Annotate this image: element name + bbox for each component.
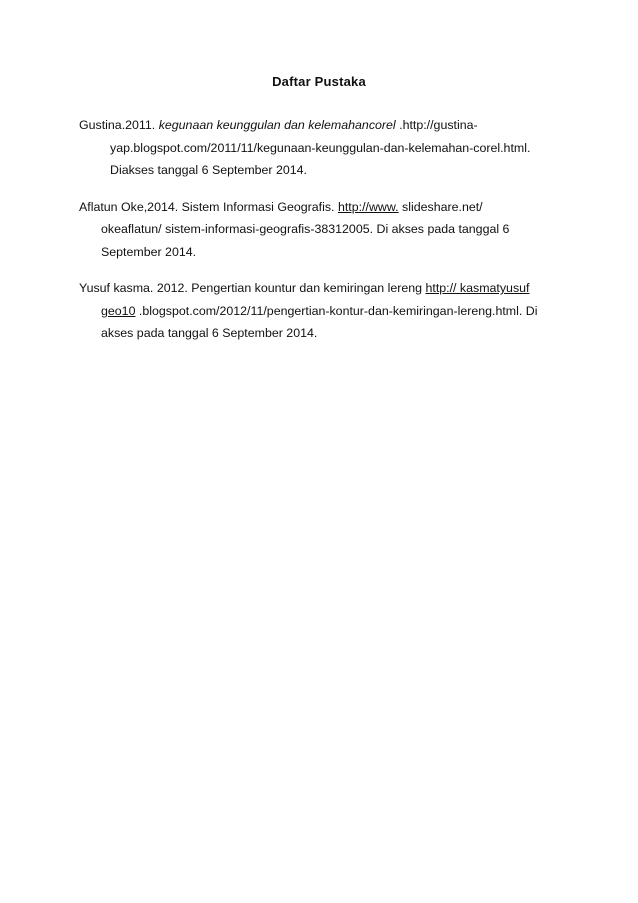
- page-title: Daftar Pustaka: [272, 74, 366, 89]
- reference-item-1: [79, 114, 564, 182]
- reference-author: Gustina.2011.: [79, 118, 156, 132]
- reference-item-2: [79, 196, 564, 264]
- reference-line: [79, 196, 564, 219]
- reference-text: Yusuf kasma. 2012. Pengertian kountur dan kemiringan lereng: [79, 281, 423, 295]
- reference-text: slideshare.net/: [402, 199, 483, 214]
- reference-title: kegunaan keunggulan dan kelemahancorel: [158, 118, 396, 132]
- reference-line: [79, 277, 564, 300]
- reference-link[interactable]: http:// kasmatyusuf: [425, 281, 530, 295]
- reference-link[interactable]: geo10: [101, 303, 136, 318]
- reference-line: [79, 114, 564, 137]
- reference-link[interactable]: http://www.: [337, 199, 399, 214]
- reference-text: Aflatun Oke,2014. Sistem Informasi Geografis.: [79, 199, 335, 214]
- reference-line: [79, 300, 564, 323]
- reference-item-3: [79, 277, 564, 345]
- reference-line: Diakses tanggal 6 September 2014.: [110, 163, 307, 177]
- reference-list: [79, 114, 564, 359]
- reference-line: yap.blogspot.com/2011/11/kegunaan-keunggulan-dan-kelemahan-corel.html.: [110, 140, 531, 155]
- reference-text: .blogspot.com/2012/11/pengertian-kontur-dan-kemiringan-lereng.html. Di: [135, 303, 538, 318]
- reference-line: September 2014.: [101, 244, 197, 259]
- reference-line: akses pada tanggal 6 September 2014.: [101, 326, 318, 340]
- reference-url: .http://gustina-: [399, 118, 478, 132]
- reference-line: okeaflatun/ sistem-informasi-geografis-38312005. Di akses pada tanggal 6: [101, 222, 510, 236]
